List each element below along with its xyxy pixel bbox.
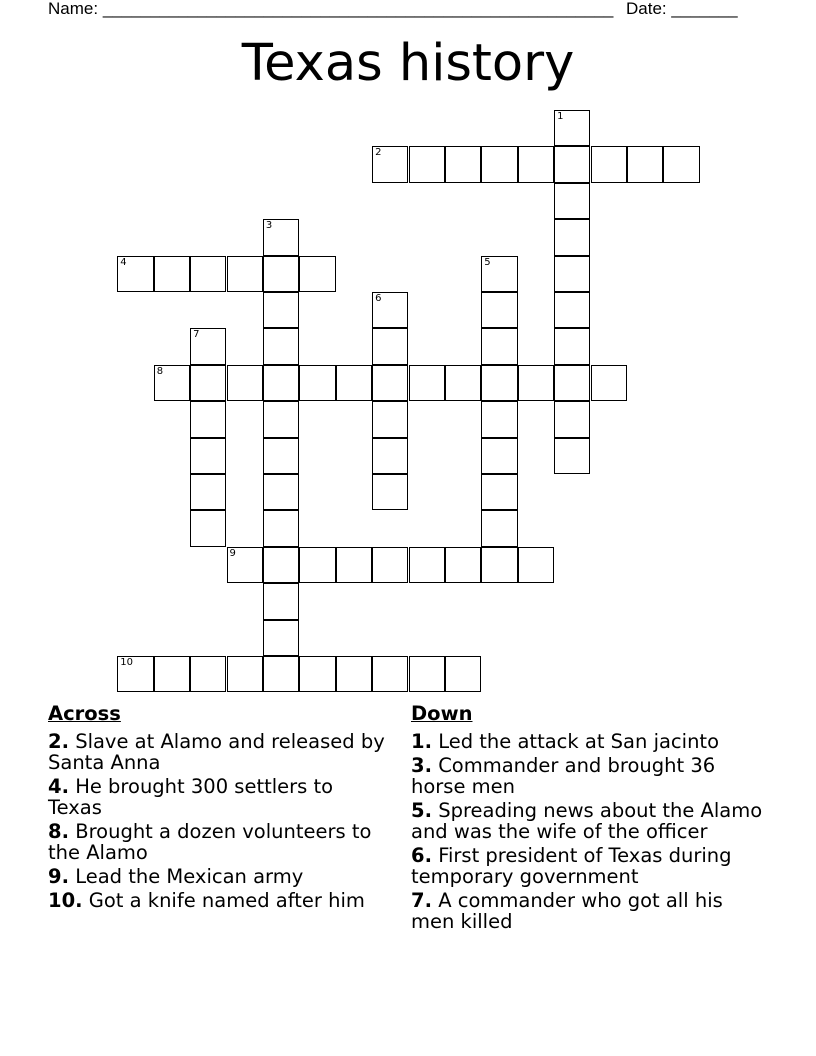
clue-across-8 (48, 821, 393, 863)
crossword-cell[interactable] (481, 365, 517, 401)
clue-number: 10. (48, 889, 83, 912)
crossword-cell[interactable] (372, 365, 408, 401)
clue-text: Commander and brought 36 horse men (411, 754, 716, 798)
clue-text: Got a knife named after him (88, 889, 365, 912)
crossword-cell[interactable] (190, 365, 226, 401)
crossword-cell[interactable] (409, 656, 445, 692)
clue-number-label: 8 (156, 365, 164, 377)
crossword-cell[interactable] (154, 656, 190, 692)
clue-number-label: 10 (120, 657, 134, 668)
clue-text: Slave at Alamo and released by Santa Anna (48, 730, 385, 774)
crossword-cell[interactable] (372, 474, 408, 510)
crossword-cell[interactable] (409, 547, 445, 583)
clue-text: Led the attack at San jacinto (438, 730, 720, 753)
clue-number: 9. (48, 865, 69, 888)
crossword-cell[interactable] (554, 328, 590, 364)
crossword-cell[interactable] (190, 328, 226, 364)
crossword-cell[interactable] (372, 146, 408, 182)
crossword-cell[interactable] (263, 438, 299, 474)
clue-down-7 (411, 890, 771, 932)
clue-number-label: 1 (557, 111, 564, 122)
crossword-cell[interactable] (445, 656, 481, 692)
crossword-cell[interactable] (481, 510, 517, 546)
crossword-cell[interactable] (591, 146, 627, 182)
clue-across-9 (48, 866, 393, 887)
clue-text: Lead the Mexican army (75, 865, 304, 888)
crossword-cell[interactable] (299, 547, 335, 583)
crossword-cell[interactable] (372, 292, 408, 328)
name-label: Name: (48, 0, 99, 18)
crossword-cell[interactable] (409, 146, 445, 182)
crossword-cell[interactable] (299, 365, 335, 401)
across-heading: Across (48, 702, 121, 725)
crossword-cell[interactable] (263, 365, 299, 401)
crossword-cell[interactable] (190, 256, 226, 292)
clue-number-label: 4 (120, 256, 127, 268)
crossword-cell[interactable] (154, 256, 190, 292)
clue-text: First president of Texas during temporary government (411, 844, 732, 888)
crossword-cell[interactable] (263, 292, 299, 328)
crossword-cell[interactable] (299, 656, 335, 692)
crossword-cell[interactable] (372, 438, 408, 474)
clue-number-label: 2 (375, 147, 382, 159)
crossword-cell[interactable] (481, 474, 517, 510)
clue-number-label: 7 (193, 329, 200, 341)
name-line[interactable]: ______________________________________________________ (102, 0, 614, 18)
crossword-cell[interactable] (445, 365, 481, 401)
clue-number-label: 3 (265, 220, 273, 232)
clue-across-2 (48, 731, 393, 773)
crossword-cell[interactable] (481, 292, 517, 328)
crossword-cell[interactable] (263, 256, 299, 292)
clue-text: Spreading news about the Alamo and was the wife of the officer (411, 799, 763, 843)
crossword-cell[interactable] (263, 583, 299, 619)
crossword-cell[interactable] (554, 183, 590, 219)
crossword-cell[interactable] (190, 474, 226, 510)
page-title: Texas history (241, 34, 575, 93)
crossword-cell[interactable] (299, 256, 335, 292)
crossword-cell[interactable] (518, 547, 554, 583)
crossword-cell[interactable] (263, 219, 299, 255)
crossword-cell[interactable] (481, 328, 517, 364)
crossword-cell[interactable] (372, 401, 408, 437)
crossword-cell[interactable] (554, 146, 590, 182)
crossword-cell[interactable] (263, 474, 299, 510)
crossword-cell[interactable] (227, 656, 263, 692)
clue-number: 2. (48, 730, 69, 753)
crossword-cell[interactable] (481, 146, 517, 182)
clue-down-3 (411, 755, 771, 797)
clue-number-label: 5 (484, 256, 491, 268)
crossword-cell[interactable] (554, 110, 590, 146)
crossword-cell[interactable] (263, 510, 299, 546)
crossword-cell[interactable] (190, 510, 226, 546)
crossword-cell[interactable] (554, 401, 590, 437)
crossword-cell[interactable] (372, 656, 408, 692)
crossword-cell[interactable] (336, 365, 372, 401)
crossword-cell[interactable] (154, 365, 190, 401)
crossword-cell[interactable] (336, 656, 372, 692)
clue-down-6 (411, 845, 771, 887)
clue-number-label: 9 (229, 547, 236, 559)
crossword-cell[interactable] (372, 328, 408, 364)
down-heading: Down (411, 702, 473, 725)
crossword-cell[interactable] (336, 547, 372, 583)
clue-number: 5. (411, 799, 432, 822)
clue-number: 7. (411, 889, 432, 912)
crossword-cell[interactable] (445, 547, 481, 583)
crossword-cell[interactable] (190, 656, 226, 692)
clue-number: 6. (411, 844, 432, 867)
clue-across-10 (48, 890, 393, 911)
clue-number: 1. (411, 730, 432, 753)
crossword-cell[interactable] (227, 365, 263, 401)
clue-number-label: 6 (375, 293, 382, 304)
crossword-cell[interactable] (227, 256, 263, 292)
clue-down-5 (411, 800, 771, 842)
date-line[interactable]: _______ (671, 0, 738, 18)
down-clues (411, 702, 771, 935)
crossword-cell[interactable] (263, 656, 299, 692)
date-label: Date: (626, 0, 667, 18)
crossword-cell[interactable] (481, 256, 517, 292)
crossword-cell[interactable] (263, 547, 299, 583)
crossword-cell[interactable] (227, 547, 263, 583)
crossword-cell[interactable] (554, 365, 590, 401)
across-clues (48, 702, 393, 914)
crossword-cell[interactable] (554, 219, 590, 255)
crossword-cell[interactable] (518, 365, 554, 401)
crossword-cell[interactable] (117, 256, 153, 292)
crossword-cell[interactable] (554, 256, 590, 292)
crossword-cell[interactable] (481, 547, 517, 583)
clue-down-1 (411, 731, 771, 752)
crossword-cell[interactable] (263, 401, 299, 437)
crossword-cell[interactable] (445, 146, 481, 182)
crossword-cell[interactable] (481, 438, 517, 474)
crossword-cell[interactable] (117, 656, 153, 692)
clue-number: 8. (48, 820, 69, 843)
crossword-cell[interactable] (481, 401, 517, 437)
crossword-cell[interactable] (627, 146, 663, 182)
clue-text: He brought 300 settlers to Texas (48, 775, 334, 819)
crossword-cell[interactable] (591, 365, 627, 401)
clue-number: 4. (48, 775, 69, 798)
crossword-cell[interactable] (663, 146, 699, 182)
crossword-cell[interactable] (372, 547, 408, 583)
clue-across-4 (48, 776, 393, 818)
clue-text: A commander who got all his men killed (411, 889, 723, 933)
crossword-cell[interactable] (190, 438, 226, 474)
crossword-cell[interactable] (518, 146, 554, 182)
crossword-cell[interactable] (263, 620, 299, 656)
clue-text: Brought a dozen volunteers to the Alamo (48, 820, 372, 864)
crossword-cell[interactable] (263, 328, 299, 364)
crossword-cell[interactable] (409, 365, 445, 401)
crossword-cell[interactable] (554, 292, 590, 328)
clue-number: 3. (411, 754, 432, 777)
crossword-cell[interactable] (190, 401, 226, 437)
crossword-cell[interactable] (554, 438, 590, 474)
